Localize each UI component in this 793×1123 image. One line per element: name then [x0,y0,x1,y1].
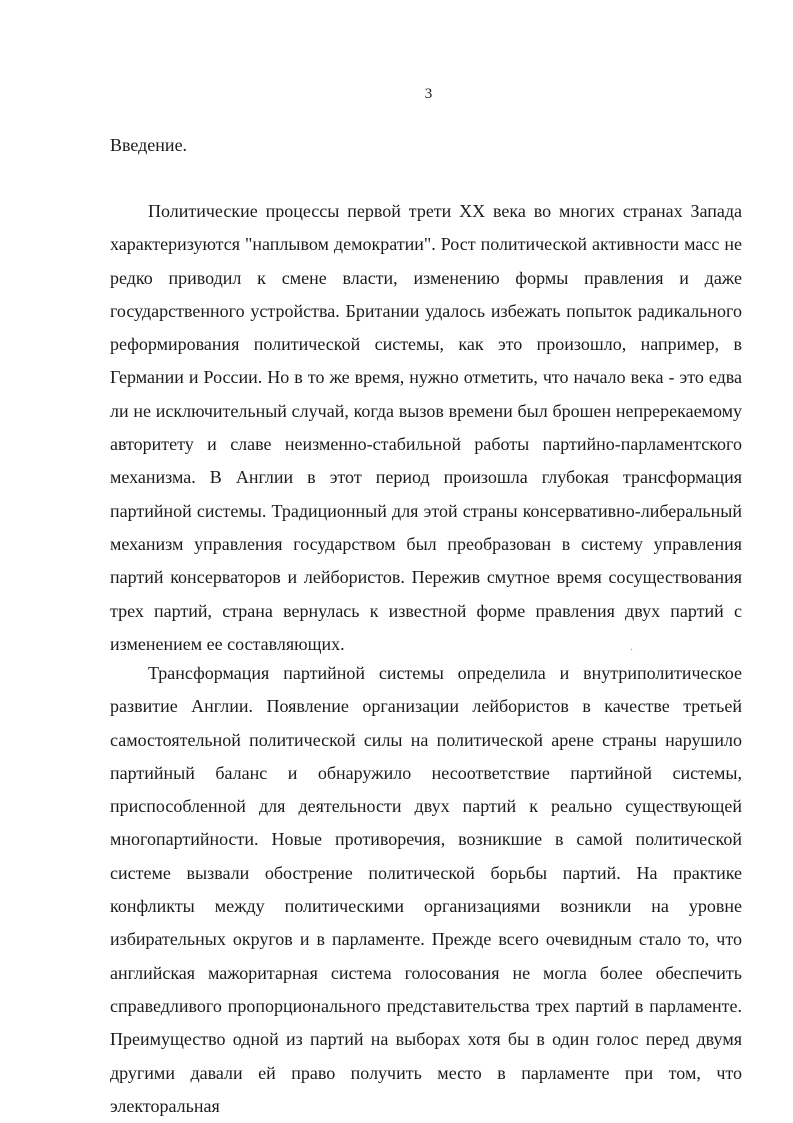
section-heading: Введение. [110,135,188,155]
scan-artifact-mark: · [627,643,637,657]
paragraph-1: Политические процессы первой трети XX века во многих странах Запада характеризуются "наплывом демократии". Рост политической активности масс не редко приводил к смене власти, изменению формы правления и даже государственного устройства. Британии удалось избежать попыток радикального реформирования политической системы, как это произошло, например, в Германии и России. Но в то же время, нужно отметить, что начало века - это едва ли не исключительный случай, когда вызов времени был брошен непререкаемому авторитету и славе неизменно-стабильной работы партийно-парламентского механизма. В Англии в этот период произошла глубокая трансформация партийной системы. Традиционный для этой страны консервативно-либеральный механизм управления государством был преобразован в систему управления партий консерваторов и лейбористов. Пережив смутное время сосуществования трех партий, страна вернулась к известной форме правления двух партий с изменением ее составляющих. [110,201,742,654]
paragraph-2: Трансформация партийной системы определила и внутриполитическое развитие Англии. Появление организации лейбористов в качестве третьей самостоятельной политической силы на политической арене страны нарушило партийный баланс и обнаружило несоответствие партийной системы, приспособленной для деятельности двух партий к реально существующей многопартийности. Новые противоречия, возникшие в самой политической системе вызвали обострение политической борьбы партий. На практике конфликты между политическими организациями возникли на уровне избирательных округов и в парламенте. Прежде всего очевидным стало то, что английская мажоритарная система голосования не могла более обеспечить справедливого пропорционального представительства трех партий в парламенте. Преимущество одной из партий на выборах хотя бы в один голос перед двумя другими давали ей право получить место в парламенте при том, что электоральная [110,663,742,1116]
page-number: 3 [424,86,433,102]
